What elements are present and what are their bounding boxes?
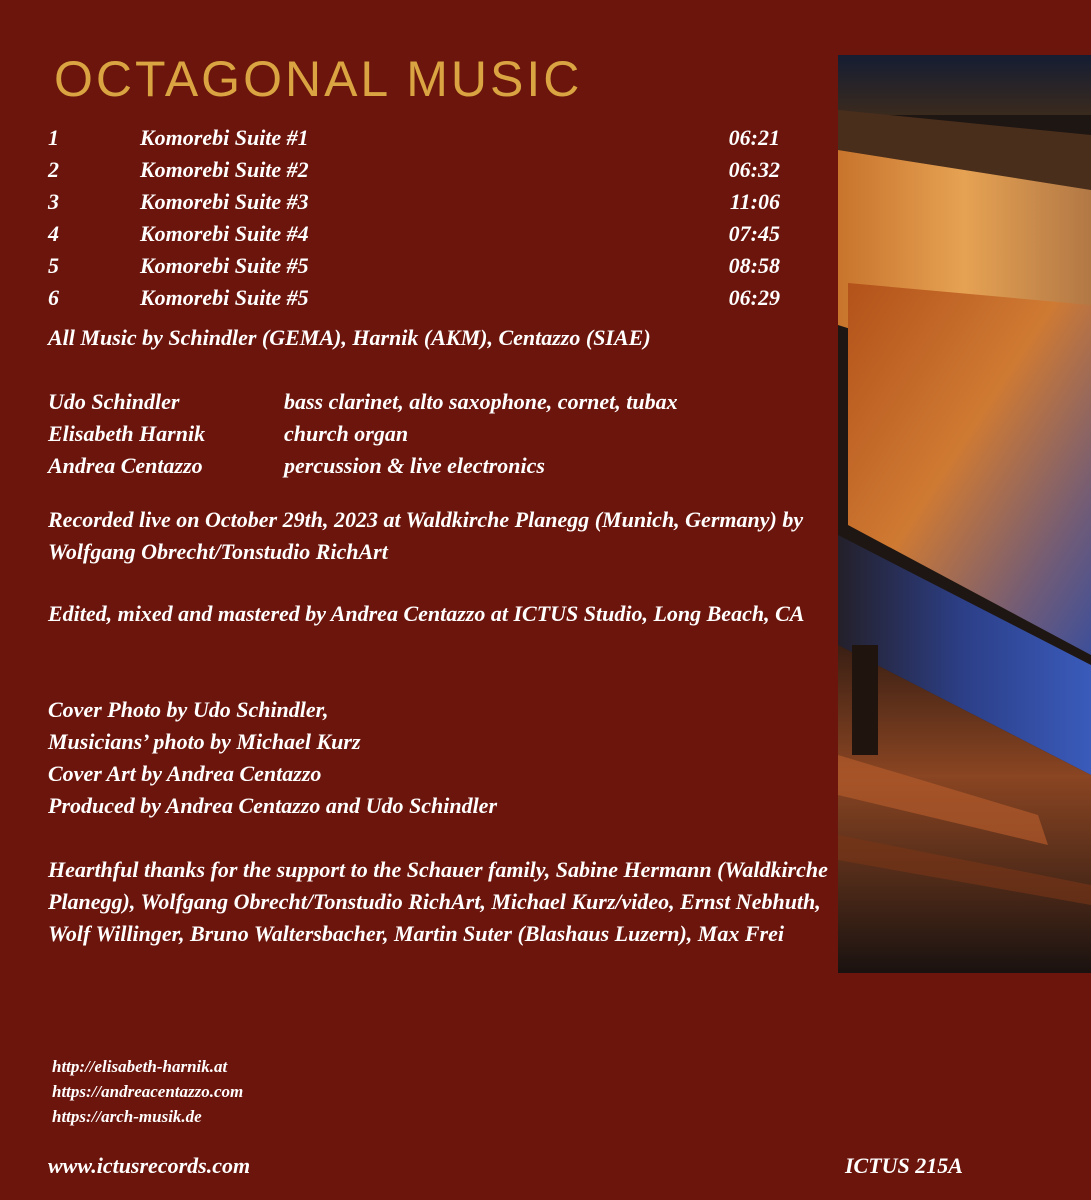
track-duration: 06:29 (728, 285, 780, 310)
artist-link[interactable]: http://elisabeth-harnik.at (52, 1057, 228, 1076)
track-row (48, 250, 788, 282)
track-name: Komorebi Suite #4 (140, 221, 309, 246)
track-number: 4 (48, 221, 59, 246)
acknowledgements: Hearthful thanks for the support to the Schauer family, Sabine Hermann (Waldkirche Planegg), Wolfgang Obrecht/Tonstudio RichArt, Michael Kurz/video, Ernst Nebhuth, Wolf Willinger, Bruno Waltersbacher, Martin Suter (Blashaus Luzern), Max Frei (48, 857, 828, 946)
album-title: OCTAGONAL MUSIC (54, 51, 583, 107)
track-row (48, 122, 788, 154)
track-duration: 06:32 (728, 157, 780, 182)
musician-row (48, 418, 828, 450)
track-duration: 08:58 (728, 253, 780, 278)
recording-info: Recorded live on October 29th, 2023 at Waldkirche Planegg (Munich, Germany) by Wolfgang Obrecht/Tonstudio RichArt (48, 507, 804, 564)
mastering-info: Edited, mixed and mastered by Andrea Centazzo at ICTUS Studio, Long Beach, CA (48, 601, 805, 626)
church-pew-photo (838, 55, 1091, 973)
musician-name: Elisabeth Harnik (48, 421, 206, 446)
artist-link[interactable]: https://arch-musik.de (52, 1107, 202, 1126)
track-name: Komorebi Suite #1 (140, 125, 309, 150)
church-pew-image (838, 55, 1091, 973)
musician-name: Andrea Centazzo (48, 453, 203, 478)
photo-credits (48, 694, 808, 822)
musician-instruments: bass clarinet, alto saxophone, cornet, tubax (284, 389, 678, 414)
musician-instruments: percussion & live electronics (284, 453, 545, 478)
track-row (48, 186, 788, 218)
track-duration: 11:06 (729, 189, 780, 214)
catalog-number: ICTUS 215A (845, 1153, 963, 1178)
musician-row (48, 450, 828, 482)
musician-row (48, 386, 828, 418)
composer-credit: All Music by Schindler (GEMA), Harnik (AKM), Centazzo (SIAE) (48, 325, 651, 350)
track-duration: 07:45 (728, 221, 780, 246)
track-name: Komorebi Suite #5 (140, 253, 309, 278)
track-name: Komorebi Suite #2 (140, 157, 309, 182)
track-number: 3 (48, 189, 59, 214)
musician-instruments: church organ (284, 421, 409, 446)
label-website[interactable]: www.ictusrecords.com (48, 1153, 251, 1178)
track-name: Komorebi Suite #5 (140, 285, 309, 310)
track-list (48, 122, 788, 314)
photo-credit-line: Cover Art by Andrea Centazzo (48, 761, 322, 786)
musician-name: Udo Schindler (48, 389, 180, 414)
track-row (48, 218, 788, 250)
track-row (48, 154, 788, 186)
track-row (48, 282, 788, 314)
track-number: 6 (48, 285, 59, 310)
musician-list (48, 386, 828, 482)
track-name: Komorebi Suite #3 (140, 189, 309, 214)
track-number: 2 (48, 157, 59, 182)
photo-credit-line: Musicians’ photo by Michael Kurz (48, 729, 361, 754)
track-number: 5 (48, 253, 59, 278)
artist-link[interactable]: https://andreacentazzo.com (52, 1082, 244, 1101)
track-duration: 06:21 (728, 125, 780, 150)
photo-credit-line: Cover Photo by Udo Schindler, (48, 697, 329, 722)
track-number: 1 (48, 125, 59, 150)
photo-credit-line: Produced by Andrea Centazzo and Udo Schindler (48, 793, 498, 818)
link-list (52, 1054, 243, 1129)
